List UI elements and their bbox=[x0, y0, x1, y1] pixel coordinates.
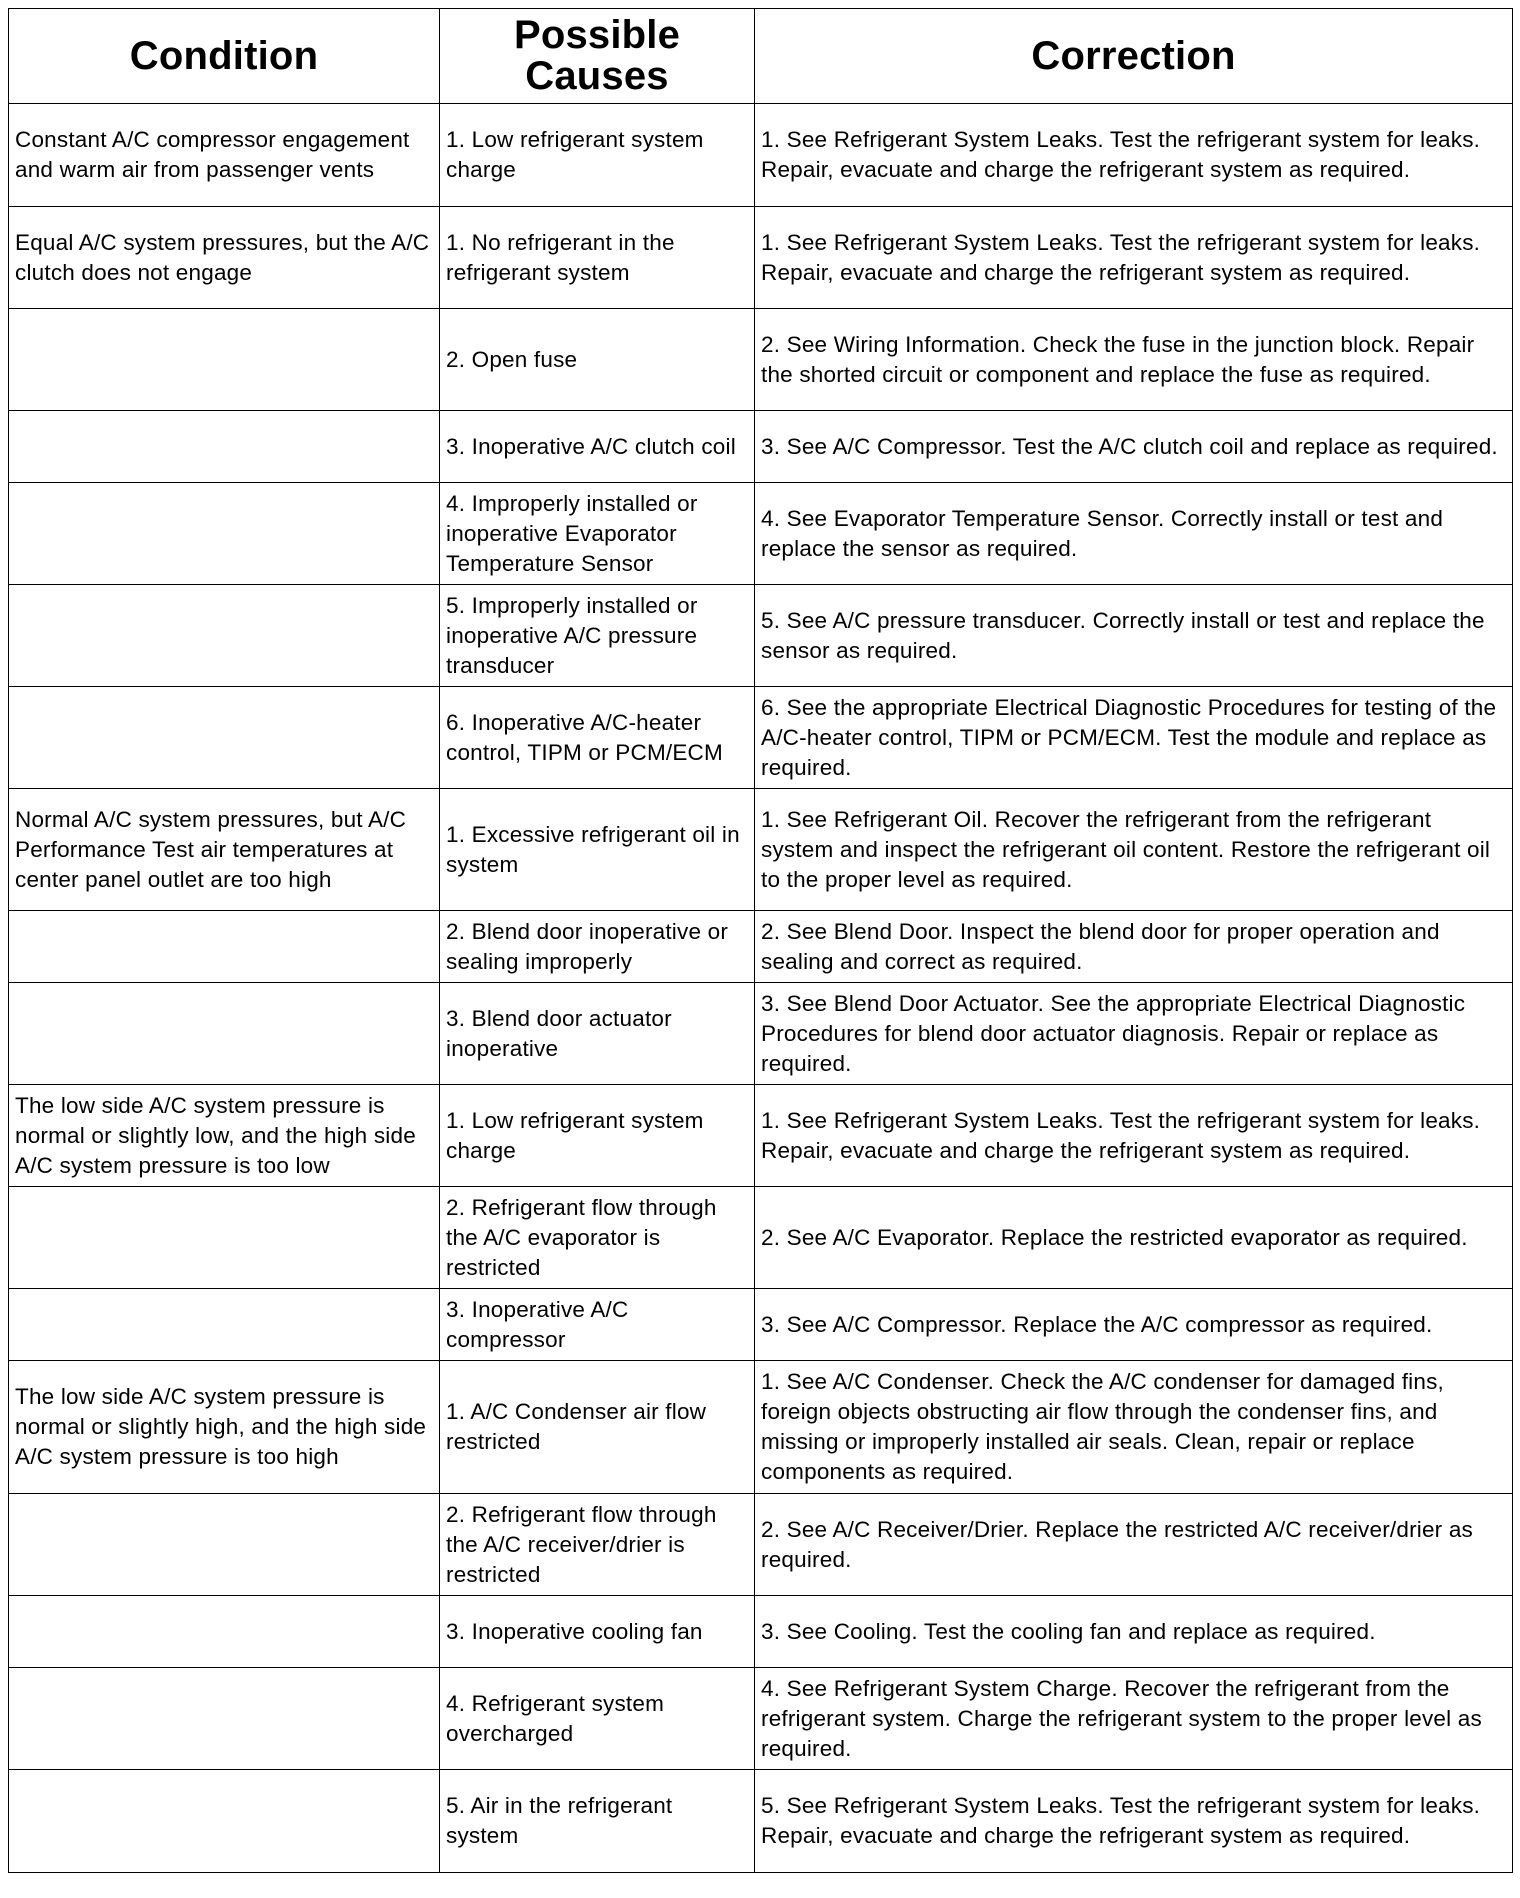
cause-cell bbox=[440, 483, 755, 585]
cause-cell-text: 3. Inoperative A/C compressor bbox=[446, 1296, 629, 1352]
correction-cell-text: 1. See Refrigerant System Leaks. Test the refrigerant system for leaks. Repair, evacuate and charge the refrigerant system as required. bbox=[761, 127, 1481, 182]
correction-cell-text: 2. See A/C Receiver/Drier. Replace the restricted A/C receiver/drier as required. bbox=[761, 1516, 1473, 1572]
condition-cell-text: The low side A/C system pressure is normal or slightly low, and the high side A/C system pressure is too low bbox=[15, 1092, 416, 1178]
condition-cell bbox=[9, 309, 440, 411]
condition-cell bbox=[9, 1085, 440, 1187]
correction-cell bbox=[755, 585, 1513, 687]
cause-cell-text: 2. Open fuse bbox=[446, 346, 578, 372]
cause-cell-text: 1. Excessive refrigerant oil in system bbox=[446, 821, 740, 877]
cause-cell-text: 2. Blend door inoperative or sealing improperly bbox=[446, 918, 729, 974]
cause-cell bbox=[440, 585, 755, 687]
table-row bbox=[9, 1494, 1513, 1596]
table-row bbox=[9, 104, 1513, 207]
cause-cell-text: 3. Blend door actuator inoperative bbox=[446, 1005, 672, 1061]
cause-cell bbox=[440, 911, 755, 983]
cause-cell bbox=[440, 1596, 755, 1668]
condition-cell bbox=[9, 687, 440, 789]
table-row bbox=[9, 983, 1513, 1085]
correction-cell-text: 1. See A/C Condenser. Check the A/C condenser for damaged fins, foreign objects obstructing air flow through the condenser fins, and missing or improperly installed air seals. Clean, repair or replace components as required. bbox=[761, 1369, 1444, 1484]
condition-cell-text: Normal A/C system pressures, but A/C Performance Test air temperatures at center panel outlet are too high bbox=[15, 806, 407, 892]
correction-cell-text: 3. See Blend Door Actuator. See the appropriate Electrical Diagnostic Procedures for blend door actuator diagnosis. Repair or replace as required. bbox=[761, 990, 1466, 1076]
correction-cell-text: 1. See Refrigerant System Leaks. Test the refrigerant system for leaks. Repair, evacuate and charge the refrigerant system as required. bbox=[761, 1107, 1481, 1163]
table-row bbox=[9, 483, 1513, 585]
correction-cell bbox=[755, 1289, 1513, 1361]
table-row bbox=[9, 911, 1513, 983]
correction-cell-text: 2. See Wiring Information. Check the fuse in the junction block. Repair the shorted circuit or component and replace the fuse as required. bbox=[761, 331, 1475, 387]
correction-cell-text: 6. See the appropriate Electrical Diagnostic Procedures for testing of the A/C-heater control, TIPM or PCM/ECM. Test the module and replace as required. bbox=[761, 694, 1497, 780]
cause-cell bbox=[440, 104, 755, 207]
cause-cell-text: 3. Inoperative A/C clutch coil bbox=[446, 433, 736, 459]
condition-cell bbox=[9, 483, 440, 585]
cause-cell-text: 5. Improperly installed or inoperative A/C pressure transducer bbox=[446, 592, 698, 678]
cause-cell bbox=[440, 789, 755, 911]
table-row bbox=[9, 1289, 1513, 1361]
table-row bbox=[9, 309, 1513, 411]
condition-cell bbox=[9, 1187, 440, 1289]
diagnosis-table bbox=[8, 8, 1513, 1873]
condition-cell-text: Equal A/C system pressures, but the A/C clutch does not engage bbox=[15, 229, 430, 285]
header-possible-causes bbox=[440, 9, 755, 104]
correction-cell-text: 3. See A/C Compressor. Test the A/C clutch coil and replace as required. bbox=[761, 433, 1498, 459]
correction-cell-text: 1. See Refrigerant Oil. Recover the refrigerant from the refrigerant system and inspect the refrigerant oil content. Restore the refrigerant oil to the proper level as required. bbox=[761, 806, 1491, 892]
correction-cell bbox=[755, 911, 1513, 983]
condition-cell bbox=[9, 1770, 440, 1873]
condition-cell bbox=[9, 1361, 440, 1494]
cause-cell bbox=[440, 1289, 755, 1361]
condition-cell bbox=[9, 1494, 440, 1596]
cause-cell bbox=[440, 207, 755, 309]
table-row bbox=[9, 1187, 1513, 1289]
correction-cell-text: 2. See A/C Evaporator. Replace the restricted evaporator as required. bbox=[761, 1224, 1468, 1250]
condition-cell bbox=[9, 1289, 440, 1361]
table-row bbox=[9, 687, 1513, 789]
table-row bbox=[9, 1668, 1513, 1770]
header-row bbox=[9, 9, 1513, 104]
table-row bbox=[9, 1085, 1513, 1187]
header-condition: Condition bbox=[9, 9, 440, 104]
correction-cell-text: 5. See A/C pressure transducer. Correctly install or test and replace the sensor as required. bbox=[761, 607, 1485, 663]
cause-cell-text: 4. Improperly installed or inoperative Evaporator Temperature Sensor bbox=[446, 490, 698, 576]
correction-cell bbox=[755, 1494, 1513, 1596]
correction-cell bbox=[755, 687, 1513, 789]
correction-cell-text: 4. See Evaporator Temperature Sensor. Correctly install or test and replace the sensor as required. bbox=[761, 505, 1444, 561]
condition-cell bbox=[9, 585, 440, 687]
correction-cell bbox=[755, 1187, 1513, 1289]
condition-cell bbox=[9, 983, 440, 1085]
cause-cell bbox=[440, 1187, 755, 1289]
correction-cell-text: 1. See Refrigerant System Leaks. Test the refrigerant system for leaks. Repair, evacuate and charge the refrigerant system as required. bbox=[761, 229, 1481, 285]
correction-cell-text: 4. See Refrigerant System Charge. Recover the refrigerant from the refrigerant system. Charge the refrigerant system to the proper level as required. bbox=[761, 1675, 1482, 1761]
table-row bbox=[9, 1596, 1513, 1668]
cause-cell-text: 1. Low refrigerant system charge bbox=[446, 1107, 704, 1163]
condition-cell bbox=[9, 911, 440, 983]
cause-cell bbox=[440, 1494, 755, 1596]
cause-cell bbox=[440, 1770, 755, 1873]
correction-cell bbox=[755, 483, 1513, 585]
correction-cell bbox=[755, 1085, 1513, 1187]
table-body bbox=[9, 104, 1513, 1873]
correction-cell bbox=[755, 983, 1513, 1085]
cause-cell bbox=[440, 1668, 755, 1770]
table-row bbox=[9, 789, 1513, 911]
cause-cell-text: 3. Inoperative cooling fan bbox=[446, 1618, 703, 1644]
cause-cell-text: 1. No refrigerant in the refrigerant system bbox=[446, 229, 675, 285]
cause-cell-text: 4. Refrigerant system overcharged bbox=[446, 1690, 665, 1746]
table-row bbox=[9, 585, 1513, 687]
cause-cell bbox=[440, 1085, 755, 1187]
cause-cell-text: 5. Air in the refrigerant system bbox=[446, 1793, 673, 1848]
correction-cell-text: 3. See Cooling. Test the cooling fan and replace as required. bbox=[761, 1618, 1376, 1644]
correction-cell bbox=[755, 104, 1513, 207]
condition-cell bbox=[9, 104, 440, 207]
header-possible-causes-text: Possible Causes bbox=[513, 13, 681, 98]
table-row bbox=[9, 1361, 1513, 1494]
cause-cell-text: 2. Refrigerant flow through the A/C evaporator is restricted bbox=[446, 1194, 717, 1280]
condition-cell bbox=[9, 411, 440, 483]
header-correction: Correction bbox=[755, 9, 1513, 104]
cause-cell bbox=[440, 1361, 755, 1494]
table-row bbox=[9, 207, 1513, 309]
cause-cell bbox=[440, 983, 755, 1085]
correction-cell bbox=[755, 207, 1513, 309]
condition-cell-text: The low side A/C system pressure is normal or slightly high, and the high side A/C system pressure is too high bbox=[15, 1384, 427, 1469]
correction-cell-text: 3. See A/C Compressor. Replace the A/C compressor as required. bbox=[761, 1311, 1433, 1337]
cause-cell bbox=[440, 687, 755, 789]
cause-cell-text: 1. Low refrigerant system charge bbox=[446, 127, 704, 182]
correction-cell bbox=[755, 1668, 1513, 1770]
correction-cell-text: 5. See Refrigerant System Leaks. Test the refrigerant system for leaks. Repair, evacuate and charge the refrigerant system as required. bbox=[761, 1793, 1481, 1848]
correction-cell bbox=[755, 1361, 1513, 1494]
cause-cell-text: 6. Inoperative A/C-heater control, TIPM or PCM/ECM bbox=[446, 709, 723, 765]
correction-cell bbox=[755, 789, 1513, 911]
cause-cell bbox=[440, 411, 755, 483]
cause-cell-text: 2. Refrigerant flow through the A/C receiver/drier is restricted bbox=[446, 1501, 717, 1587]
cause-cell bbox=[440, 309, 755, 411]
condition-cell bbox=[9, 1668, 440, 1770]
correction-cell bbox=[755, 1770, 1513, 1873]
condition-cell bbox=[9, 207, 440, 309]
table-row bbox=[9, 1770, 1513, 1873]
condition-cell bbox=[9, 1596, 440, 1668]
correction-cell bbox=[755, 309, 1513, 411]
correction-cell bbox=[755, 1596, 1513, 1668]
correction-cell bbox=[755, 411, 1513, 483]
correction-cell-text: 2. See Blend Door. Inspect the blend door for proper operation and sealing and correct as required. bbox=[761, 918, 1440, 974]
condition-cell bbox=[9, 789, 440, 911]
condition-cell-text: Constant A/C compressor engagement and warm air from passenger vents bbox=[15, 127, 410, 182]
cause-cell-text: 1. A/C Condenser air flow restricted bbox=[446, 1399, 707, 1454]
table-row bbox=[9, 411, 1513, 483]
